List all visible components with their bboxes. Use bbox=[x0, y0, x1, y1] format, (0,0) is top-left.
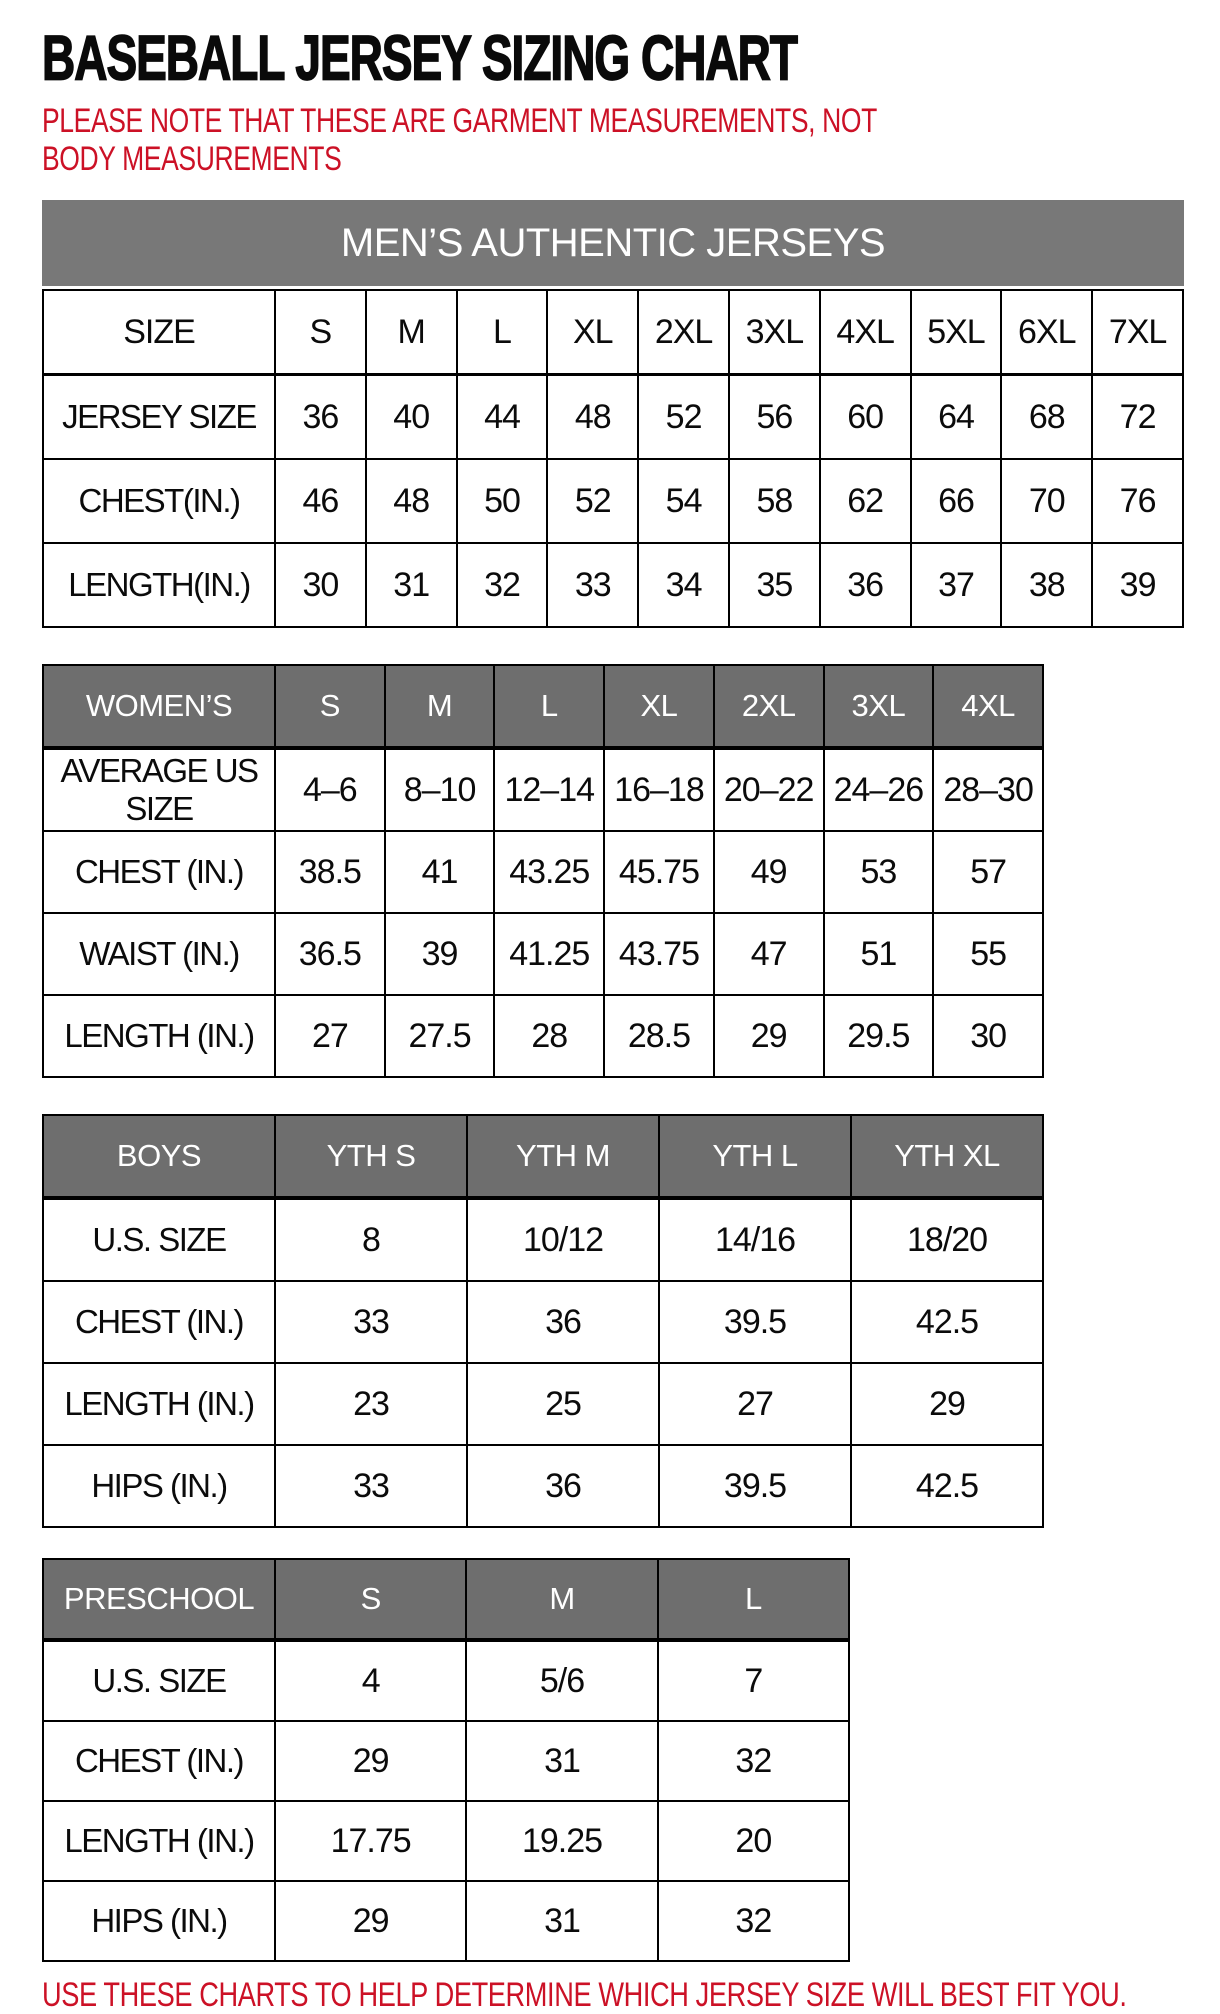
womens-cell: 16–18 bbox=[604, 748, 714, 831]
preschool-header-cell: S bbox=[275, 1559, 466, 1640]
boys-row-label: LENGTH (IN.) bbox=[43, 1363, 275, 1445]
boys-row bbox=[43, 1281, 1043, 1363]
preschool-cell: 31 bbox=[466, 1881, 657, 1961]
mens-header-cell: 7XL bbox=[1092, 290, 1183, 375]
womens-cell: 28–30 bbox=[933, 748, 1043, 831]
boys-cell: 14/16 bbox=[659, 1198, 851, 1281]
preschool-row bbox=[43, 1721, 849, 1801]
mens-cell: 58 bbox=[729, 459, 820, 543]
womens-row bbox=[43, 831, 1043, 913]
womens-header-label: WOMEN’S bbox=[43, 665, 275, 748]
womens-cell: 4–6 bbox=[275, 748, 385, 831]
womens-cell: 12–14 bbox=[494, 748, 604, 831]
mens-cell: 40 bbox=[366, 375, 457, 460]
boys-header-cell: YTH M bbox=[467, 1115, 659, 1198]
womens-row-label: WAIST (IN.) bbox=[43, 913, 275, 995]
womens-cell: 39 bbox=[385, 913, 495, 995]
womens-header-row bbox=[43, 665, 1043, 748]
womens-cell: 30 bbox=[933, 995, 1043, 1077]
boys-row bbox=[43, 1198, 1043, 1281]
mens-header-cell: 6XL bbox=[1001, 290, 1092, 375]
womens-row bbox=[43, 913, 1043, 995]
womens-header-cell: S bbox=[275, 665, 385, 748]
mens-cell: 64 bbox=[911, 375, 1002, 460]
preschool-row-label: LENGTH (IN.) bbox=[43, 1801, 275, 1881]
womens-row bbox=[43, 748, 1043, 831]
mens-row-label: CHEST(IN.) bbox=[43, 459, 275, 543]
womens-cell: 24–26 bbox=[824, 748, 934, 831]
womens-cell: 27.5 bbox=[385, 995, 495, 1077]
section-mens bbox=[42, 200, 1182, 628]
preschool-header-cell: M bbox=[466, 1559, 657, 1640]
boys-cell: 36 bbox=[467, 1281, 659, 1363]
section-preschool bbox=[42, 1558, 1182, 1962]
mens-header-cell: 5XL bbox=[911, 290, 1002, 375]
mens-cell: 48 bbox=[366, 459, 457, 543]
preschool-row-label: CHEST (IN.) bbox=[43, 1721, 275, 1801]
mens-cell: 62 bbox=[820, 459, 911, 543]
womens-sizing-table bbox=[42, 664, 1044, 1078]
mens-row bbox=[43, 375, 1183, 460]
mens-cell: 39 bbox=[1092, 543, 1183, 627]
preschool-cell: 32 bbox=[658, 1721, 849, 1801]
mens-header-cell: 4XL bbox=[820, 290, 911, 375]
womens-cell: 38.5 bbox=[275, 831, 385, 913]
boys-header-cell: YTH S bbox=[275, 1115, 467, 1198]
mens-header-cell: S bbox=[275, 290, 366, 375]
womens-row-label: AVERAGE US SIZE bbox=[43, 748, 275, 831]
preschool-cell: 4 bbox=[275, 1640, 466, 1721]
boys-row-label: HIPS (IN.) bbox=[43, 1445, 275, 1527]
boys-cell: 10/12 bbox=[467, 1198, 659, 1281]
preschool-cell: 17.75 bbox=[275, 1801, 466, 1881]
womens-cell: 28 bbox=[494, 995, 604, 1077]
mens-cell: 56 bbox=[729, 375, 820, 460]
mens-cell: 60 bbox=[820, 375, 911, 460]
footer-note: USE THESE CHARTS TO HELP DETERMINE WHICH JERSEY SIZE WILL BEST FIT YOU. bbox=[42, 1976, 1127, 2014]
womens-cell: 43.75 bbox=[604, 913, 714, 995]
boys-sizing-table bbox=[42, 1114, 1044, 1528]
womens-row-label: LENGTH (IN.) bbox=[43, 995, 275, 1077]
womens-header-cell: 2XL bbox=[714, 665, 824, 748]
preschool-header-row bbox=[43, 1559, 849, 1640]
womens-cell: 41.25 bbox=[494, 913, 604, 995]
boys-row-label: CHEST (IN.) bbox=[43, 1281, 275, 1363]
mens-header-cell: XL bbox=[547, 290, 638, 375]
mens-cell: 46 bbox=[275, 459, 366, 543]
preschool-cell: 19.25 bbox=[466, 1801, 657, 1881]
mens-cell: 50 bbox=[457, 459, 548, 543]
boys-cell: 42.5 bbox=[851, 1281, 1043, 1363]
womens-cell: 29 bbox=[714, 995, 824, 1077]
mens-cell: 68 bbox=[1001, 375, 1092, 460]
womens-cell: 27 bbox=[275, 995, 385, 1077]
boys-header-cell: YTH L bbox=[659, 1115, 851, 1198]
womens-row-label: CHEST (IN.) bbox=[43, 831, 275, 913]
mens-row bbox=[43, 543, 1183, 627]
mens-row-label: LENGTH(IN.) bbox=[43, 543, 275, 627]
womens-cell: 36.5 bbox=[275, 913, 385, 995]
preschool-sizing-table bbox=[42, 1558, 850, 1962]
womens-header-cell: L bbox=[494, 665, 604, 748]
womens-cell: 51 bbox=[824, 913, 934, 995]
boys-header-label: BOYS bbox=[43, 1115, 275, 1198]
womens-row bbox=[43, 995, 1043, 1077]
preschool-cell: 7 bbox=[658, 1640, 849, 1721]
boys-row bbox=[43, 1363, 1043, 1445]
boys-cell: 33 bbox=[275, 1281, 467, 1363]
mens-cell: 32 bbox=[457, 543, 548, 627]
mens-header-row bbox=[43, 290, 1183, 375]
preschool-cell: 5/6 bbox=[466, 1640, 657, 1721]
mens-cell: 44 bbox=[457, 375, 548, 460]
mens-cell: 52 bbox=[547, 459, 638, 543]
boys-cell: 42.5 bbox=[851, 1445, 1043, 1527]
mens-header-cell: L bbox=[457, 290, 548, 375]
boys-cell: 27 bbox=[659, 1363, 851, 1445]
mens-cell: 31 bbox=[366, 543, 457, 627]
preschool-cell: 31 bbox=[466, 1721, 657, 1801]
boys-header-cell: YTH XL bbox=[851, 1115, 1043, 1198]
mens-cell: 52 bbox=[638, 375, 729, 460]
preschool-header-label: PRESCHOOL bbox=[43, 1559, 275, 1640]
womens-cell: 53 bbox=[824, 831, 934, 913]
preschool-row-label: HIPS (IN.) bbox=[43, 1881, 275, 1961]
mens-cell: 66 bbox=[911, 459, 1002, 543]
mens-row bbox=[43, 459, 1183, 543]
womens-cell: 57 bbox=[933, 831, 1043, 913]
boys-row bbox=[43, 1445, 1043, 1527]
womens-cell: 45.75 bbox=[604, 831, 714, 913]
mens-header-label: SIZE bbox=[43, 290, 275, 375]
boys-cell: 29 bbox=[851, 1363, 1043, 1445]
boys-cell: 18/20 bbox=[851, 1198, 1043, 1281]
womens-header-cell: 3XL bbox=[824, 665, 934, 748]
preschool-row-label: U.S. SIZE bbox=[43, 1640, 275, 1721]
mens-cell: 37 bbox=[911, 543, 1002, 627]
boys-cell: 23 bbox=[275, 1363, 467, 1445]
mens-row-label: JERSEY SIZE bbox=[43, 375, 275, 460]
page-title: BASEBALL JERSEY SIZING CHART bbox=[42, 21, 797, 94]
boys-cell: 8 bbox=[275, 1198, 467, 1281]
preschool-row bbox=[43, 1881, 849, 1961]
womens-header-cell: XL bbox=[604, 665, 714, 748]
mens-cell: 48 bbox=[547, 375, 638, 460]
mens-cell: 34 bbox=[638, 543, 729, 627]
mens-header-cell: 2XL bbox=[638, 290, 729, 375]
preschool-cell: 20 bbox=[658, 1801, 849, 1881]
boys-cell: 39.5 bbox=[659, 1281, 851, 1363]
garment-measurements-note: PLEASE NOTE THAT THESE ARE GARMENT MEASUREMENTS, NOT BODY MEASUREMENTS bbox=[42, 102, 877, 178]
womens-cell: 28.5 bbox=[604, 995, 714, 1077]
womens-cell: 47 bbox=[714, 913, 824, 995]
preschool-row bbox=[43, 1640, 849, 1721]
mens-cell: 72 bbox=[1092, 375, 1183, 460]
mens-cell: 36 bbox=[275, 375, 366, 460]
mens-cell: 33 bbox=[547, 543, 638, 627]
mens-sizing-table bbox=[42, 289, 1184, 628]
mens-cell: 38 bbox=[1001, 543, 1092, 627]
boys-row-label: U.S. SIZE bbox=[43, 1198, 275, 1281]
womens-header-cell: M bbox=[385, 665, 495, 748]
section-boys bbox=[42, 1114, 1182, 1528]
womens-cell: 43.25 bbox=[494, 831, 604, 913]
mens-header-cell: 3XL bbox=[729, 290, 820, 375]
preschool-cell: 29 bbox=[275, 1721, 466, 1801]
preschool-header-cell: L bbox=[658, 1559, 849, 1640]
boys-header-row bbox=[43, 1115, 1043, 1198]
womens-cell: 8–10 bbox=[385, 748, 495, 831]
mens-cell: 30 bbox=[275, 543, 366, 627]
mens-cell: 54 bbox=[638, 459, 729, 543]
womens-cell: 55 bbox=[933, 913, 1043, 995]
mens-banner: MEN’S AUTHENTIC JERSEYS bbox=[42, 200, 1184, 286]
preschool-row bbox=[43, 1801, 849, 1881]
womens-cell: 49 bbox=[714, 831, 824, 913]
womens-cell: 20–22 bbox=[714, 748, 824, 831]
section-womens bbox=[42, 664, 1182, 1078]
womens-cell: 41 bbox=[385, 831, 495, 913]
boys-cell: 33 bbox=[275, 1445, 467, 1527]
mens-cell: 76 bbox=[1092, 459, 1183, 543]
boys-cell: 39.5 bbox=[659, 1445, 851, 1527]
mens-cell: 36 bbox=[820, 543, 911, 627]
womens-header-cell: 4XL bbox=[933, 665, 1043, 748]
boys-cell: 36 bbox=[467, 1445, 659, 1527]
preschool-cell: 32 bbox=[658, 1881, 849, 1961]
mens-cell: 35 bbox=[729, 543, 820, 627]
preschool-cell: 29 bbox=[275, 1881, 466, 1961]
mens-header-cell: M bbox=[366, 290, 457, 375]
womens-cell: 29.5 bbox=[824, 995, 934, 1077]
mens-cell: 70 bbox=[1001, 459, 1092, 543]
boys-cell: 25 bbox=[467, 1363, 659, 1445]
